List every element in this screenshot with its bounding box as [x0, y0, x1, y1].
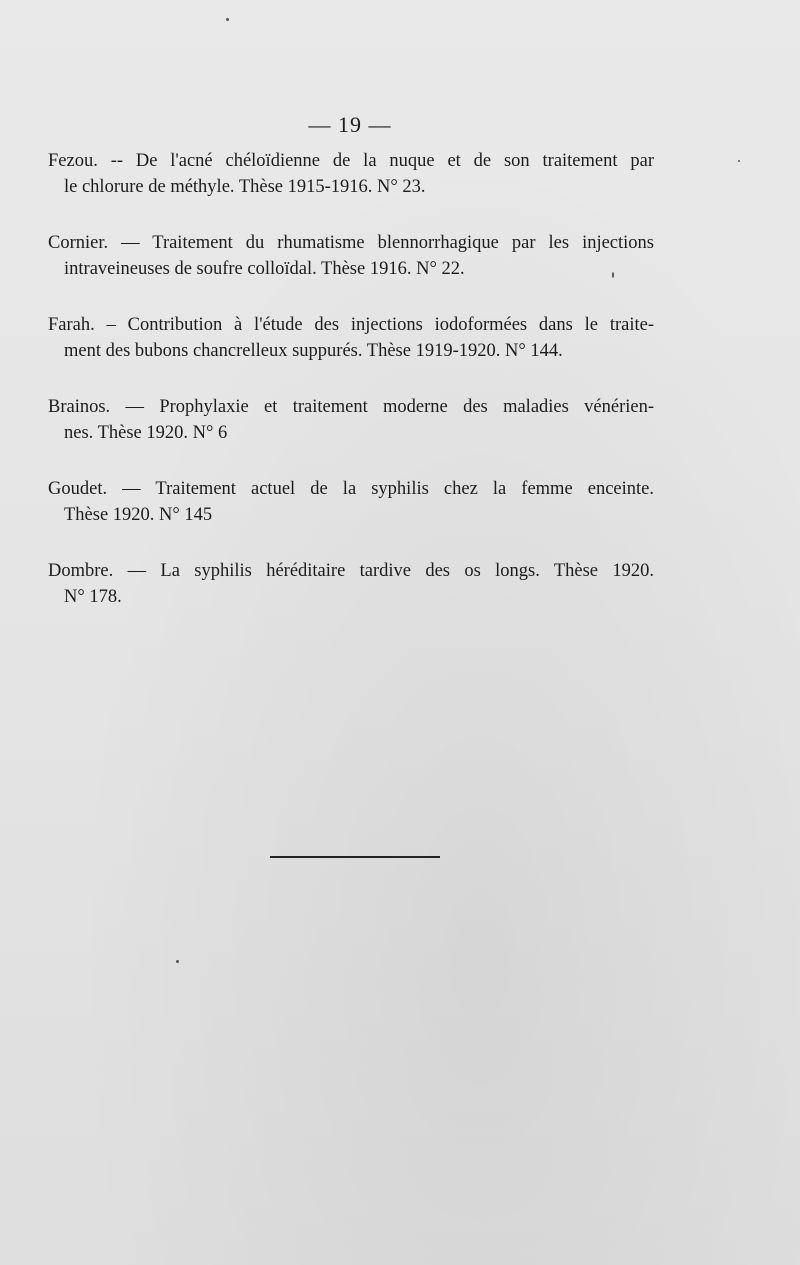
entry-line-1: Fezou. -- De l'acné chéloïdienne de la nuque et de son traitement par: [48, 151, 654, 171]
bibliography-entry: [48, 476, 654, 528]
paper-speck: [612, 272, 614, 278]
entry-line-2: le chlorure de méthyle. Thèse 1915-1916. N° 23.: [64, 177, 426, 197]
page-number: — 19 —: [308, 112, 392, 137]
entry-line-2: intraveineuses de soufre colloïdal. Thèse 1916. N° 22.: [64, 259, 465, 279]
entry-line-2: N° 178.: [64, 587, 122, 607]
entry-line-1: Cornier. — Traitement du rhumatisme blennorrhagique par les injections: [48, 233, 654, 253]
entry-line-2: Thèse 1920. N° 145: [64, 505, 213, 525]
bibliography-list: [48, 148, 654, 640]
paper-speck: [226, 18, 229, 21]
paper-speck: [738, 160, 740, 162]
bibliography-entry: [48, 312, 654, 364]
closing-rule: [270, 856, 440, 858]
entry-line-2: nes. Thèse 1920. N° 6: [64, 423, 228, 443]
bibliography-entry: [48, 230, 654, 282]
paper-speck: [176, 960, 179, 963]
entry-line-1: Dombre. — La syphilis héréditaire tardive des os longs. Thèse 1920.: [48, 561, 654, 581]
bibliography-entry: [48, 148, 654, 200]
bibliography-entry: [48, 558, 654, 610]
entry-line-1: Brainos. — Prophylaxie et traitement moderne des maladies vénérien-: [48, 397, 654, 417]
bibliography-entry: [48, 394, 654, 446]
entry-line-1: Farah. – Contribution à l'étude des injections iodoformées dans le traite-: [48, 315, 654, 335]
entry-line-2: ment des bubons chancrelleux suppurés. Thèse 1919-1920. N° 144.: [64, 341, 563, 361]
entry-line-1: Goudet. — Traitement actuel de la syphilis chez la femme enceinte.: [48, 479, 654, 499]
